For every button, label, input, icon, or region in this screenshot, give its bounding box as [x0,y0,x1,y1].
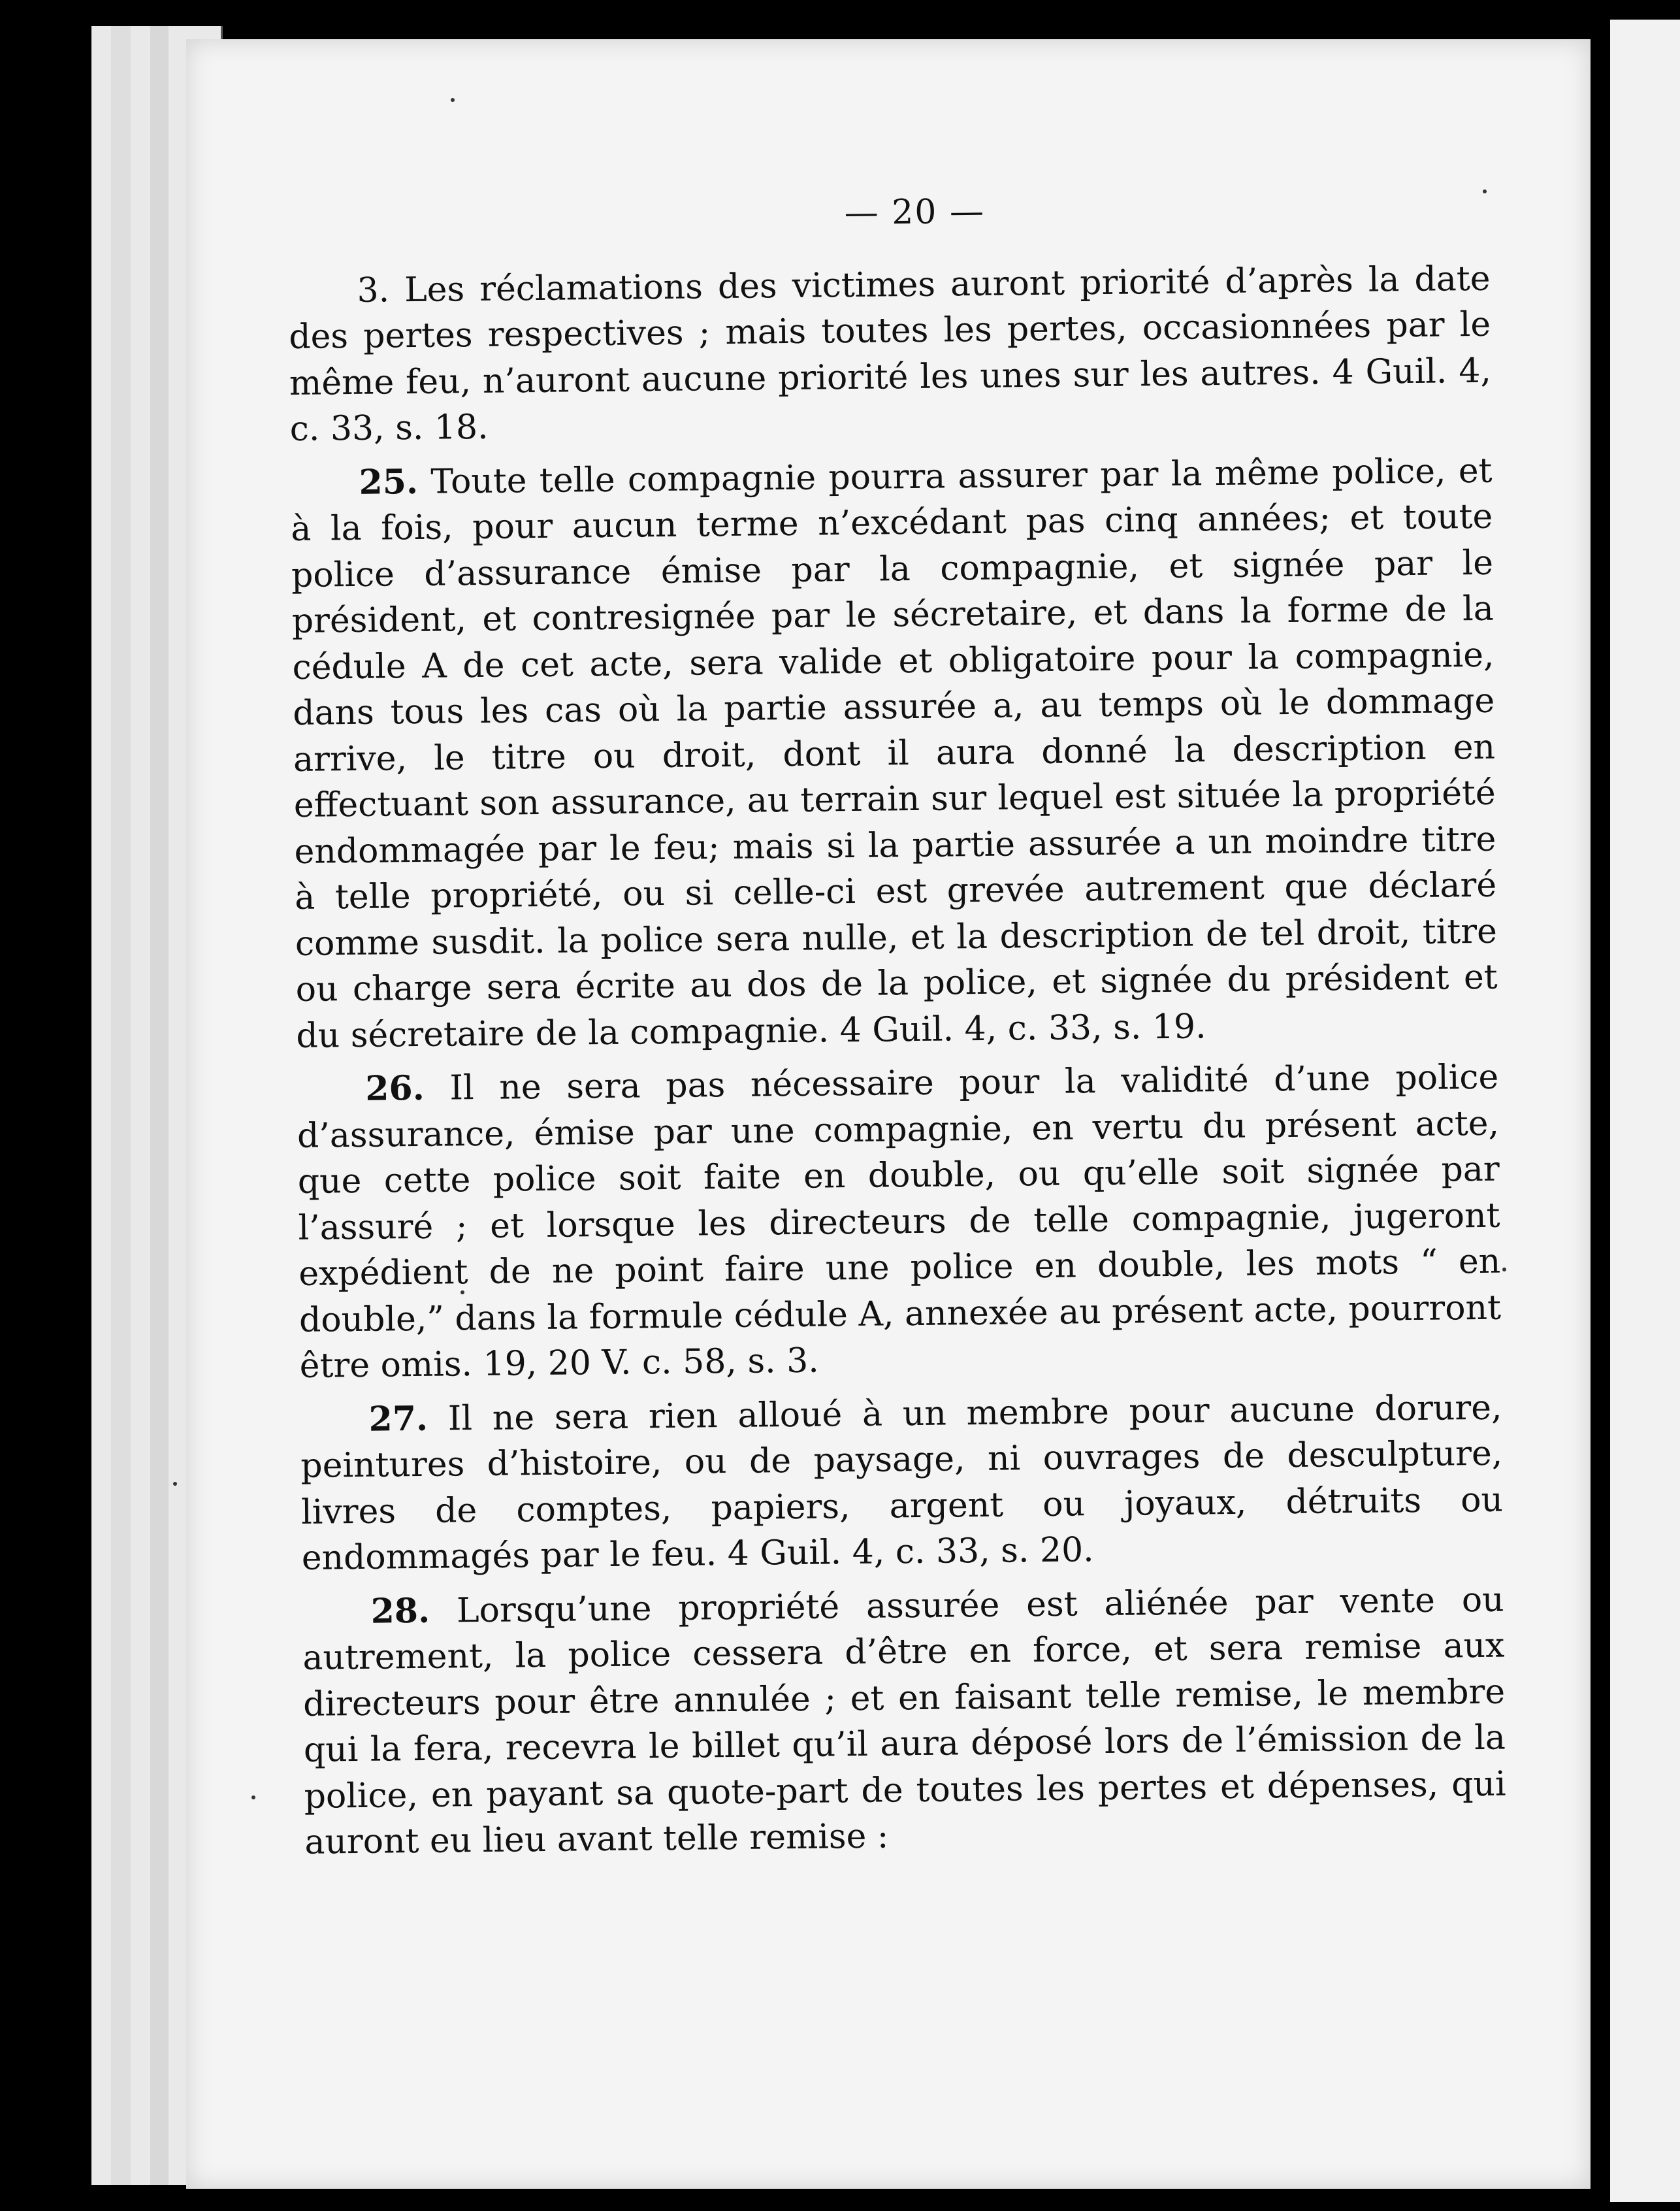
paragraph-number: 27. [368,1398,428,1439]
paragraph-3 [288,255,1492,452]
paragraph-number: 26. [364,1068,425,1109]
paragraph-26 [297,1055,1502,1390]
paragraph-number: 28. [370,1590,430,1631]
paragraph-text: Il ne sera pas nécessaire pour la validité d’une police d’assurance, émise par une compagnie, en vertu du présent acte, que cette police soit faite en double, ou qu’elle soit signée par l’assuré ; et lorsque les directeurs de telle compagnie, jugeront expédient de ne point faire une police en double, les mots “ en double,” dans la formule cédule A, annexée au présent acte, pourront être omis. [297,1057,1502,1386]
paragraph-28 [302,1577,1506,1865]
paragraph-text: Toute telle compagnie pourra assurer par la même police, et à la fois, pour aucun terme n’excédant pas cinq années; et toute police d’assurance émise par la compagnie, et signée par le président, et contresignée par le sécretaire, et dans la forme de la cédule A de cet acte, sera valide et obligatoire pour la compagnie, dans tous les cas où la partie assurée a, au temps où le dommage arrive, le titre ou droit, dont il aura donné la description en effectuant son assurance, au terrain sur lequel est située la propriété endommagée par le feu; mais si la partie assurée a un moindre titre à telle propriété, ou si celle-ci est grevée autrement que déclaré comme susdit. la police sera nulle, et la description de tel droit, titre ou charge sera écrite au dos de la police, et signée du président et du sécretaire de la compagnie. [291,451,1498,1056]
paragraph-number: 25. [359,461,419,502]
paragraph-citation: 19, 20 V. c. 58, s. 3. [483,1341,820,1384]
paragraph-citation: 4 Guil. 4, c. 33, s. 19. [839,1006,1206,1050]
paragraph-27 [300,1384,1504,1581]
facing-page-edge [1610,20,1680,2202]
paragraph-number: 3. [357,270,390,310]
dust-speck [251,1795,255,1799]
paragraph-text: Lorsqu’une propriété assurée est aliénée par vente ou autrement, la police cessera d’être en force, et sera remise aux directeurs pour être annulée ; et en faisant telle remise, le membre qui la fera, recevra le billet qu’il aura déposé lors de l’émission de la police, en payant sa quote-part de toutes les pertes et dépenses, qui auront eu lieu avant telle remise : [302,1580,1506,1862]
paragraph-citation: 4 Guil. 4, c. 33, s. 20. [727,1530,1094,1574]
paragraph-25 [290,448,1498,1059]
paragraph-text: Il ne sera rien alloué à un membre pour aucune dorure, peintures d’histoire, ou de paysage, ni ouvrages de desculpture, livres de comptes, papiers, argent ou joyaux, détruits ou endommagés par le feu. [300,1388,1504,1578]
dust-speck [1502,1268,1506,1271]
dust-speck [173,1482,177,1486]
dust-speck [451,98,455,102]
page-number: — 20 — [844,191,986,233]
page-text [287,184,1507,1874]
paragraph-citation: 4 Guil. 4, c. 33, s. 18. [289,351,1492,449]
paragraph-text: Les réclamations des victimes auront priorité d’après la date des pertes respectives ; mais toutes les pertes, occasionnées par le même feu, n’auront aucune priorité les unes sur les autres. [288,259,1491,403]
